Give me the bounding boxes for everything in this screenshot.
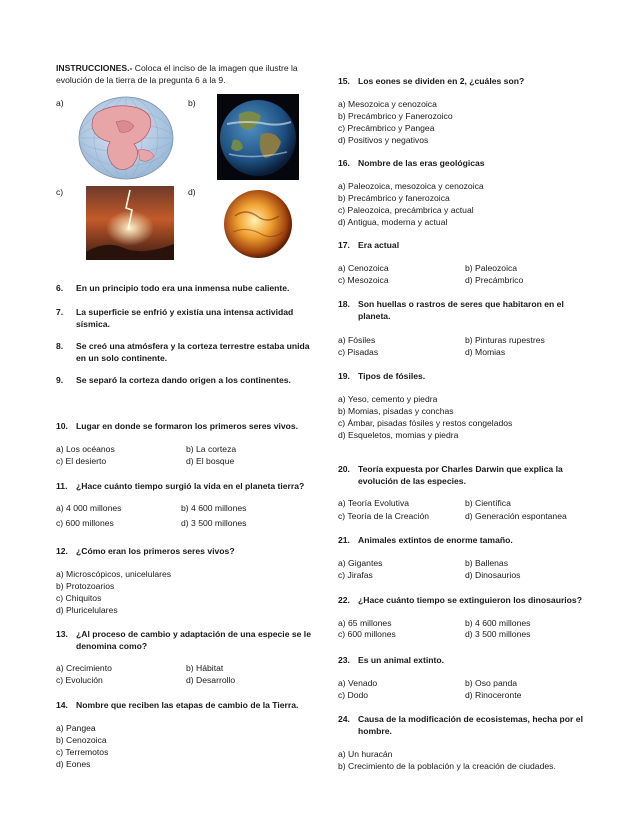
question-14-option-c: c) Terremotos (56, 747, 109, 757)
question-9-number: 9. (56, 375, 64, 385)
question-10-text: Lugar en donde se formaron los primeros seres vivos. (76, 421, 299, 431)
question-17-number: 17. (338, 240, 350, 250)
question-16 (338, 157, 485, 169)
question-10-option-b: b) La corteza (186, 444, 237, 454)
question-17-option-a: a) Cenozoica (338, 263, 389, 273)
question-13-option-a: a) Crecimiento (56, 663, 112, 673)
question-21 (338, 534, 513, 546)
question-13-text-1: ¿Al proceso de cambio y adaptación de una especie se le (76, 629, 311, 639)
question-7-number: 7. (56, 307, 64, 317)
question-12 (56, 545, 235, 557)
question-15-text: Los eones se dividen en 2, ¿cuáles son? (358, 76, 525, 86)
question-20-option-b: b) Científica (465, 498, 511, 508)
question-18-option-c: c) Pisadas (338, 347, 379, 357)
question-14-text: Nombre que reciben las etapas de cambio de la Tierra. (76, 700, 299, 710)
question-24-text-1: Causa de la modificación de ecosistemas, hecha por el (358, 714, 583, 724)
question-17-option-d: d) Precámbrico (465, 275, 524, 285)
question-19-option-c: c) Ámbar, pisadas fósiles y restos congelados (338, 418, 513, 428)
question-7-text-1: La superficie se enfrió y existía una intensa actividad (76, 307, 294, 317)
question-19-number: 19. (338, 371, 350, 381)
question-10-option-d: d) El bosque (186, 456, 235, 466)
question-15-option-c: c) Precámbrico y Pangea (338, 123, 435, 133)
question-11-option-c: c) 600 millones (56, 518, 114, 528)
question-16-option-d: d) Antigua, moderna y actual (338, 217, 448, 227)
question-18-text-1: Son huellas o rastros de seres que habitaron en el (358, 299, 564, 309)
image-label-a: a) (56, 98, 64, 108)
question-21-option-b: b) Ballenas (465, 558, 508, 568)
question-12-number: 12. (56, 546, 68, 556)
question-20-option-c: c) Teoría de la Creación (338, 511, 430, 521)
question-24-number: 24. (338, 714, 350, 724)
question-12-option-d: d) Pluricelulares (56, 605, 118, 615)
question-21-option-c: c) Jirafas (338, 570, 373, 580)
question-19-text: Tipos de fósiles. (358, 371, 426, 381)
question-14 (56, 699, 298, 711)
question-20-text-1: Teoría expuesta por Charles Darwin que explica la (358, 464, 563, 474)
question-15-number: 15. (338, 76, 350, 86)
question-16-option-b: b) Precámbrico y fanerozoica (338, 193, 450, 203)
question-24-option-a: a) Un huracán (338, 749, 393, 759)
question-22-option-a: a) 65 millones (338, 618, 392, 628)
question-24-option-b: b) Crecimiento de la población y la creación de ciudades. (338, 761, 556, 771)
question-24 (338, 713, 583, 725)
question-20-text-2: evolución de las especies. (358, 476, 466, 486)
question-11-option-b: b) 4 600 millones (181, 503, 247, 513)
question-6-text: En un principio todo era una inmensa nube caliente. (76, 283, 290, 293)
question-22-option-d: d) 3 500 millones (465, 629, 531, 639)
question-15 (338, 75, 524, 87)
question-20-number: 20. (338, 464, 350, 474)
question-14-option-d: d) Eones (56, 759, 91, 769)
question-6-number: 6. (56, 283, 64, 293)
question-8-number: 8. (56, 341, 64, 351)
question-18 (338, 298, 564, 310)
question-9 (56, 374, 291, 386)
question-23-option-c: c) Dodo (338, 690, 369, 700)
question-12-option-b: b) Protozoarios (56, 581, 115, 591)
question-17-option-c: c) Mesozoica (338, 275, 389, 285)
question-13-option-c: c) Evolución (56, 675, 103, 685)
question-18-option-b: b) Pinturas rupestres (465, 335, 545, 345)
image-label-c: c) (56, 187, 64, 197)
question-21-number: 21. (338, 535, 350, 545)
image-label-b: b) (188, 98, 196, 108)
question-9-text: Se separó la corteza dando origen a los continentes. (76, 375, 291, 385)
question-18-option-d: d) Momias (465, 347, 506, 357)
question-21-option-d: d) Dinosaurios (465, 570, 521, 580)
question-19-option-d: d) Esqueletos, momias y piedra (338, 430, 459, 440)
question-8 (56, 340, 310, 352)
question-22-number: 22. (338, 595, 350, 605)
question-22 (338, 594, 582, 606)
question-14-number: 14. (56, 700, 68, 710)
question-13-text-2: denomina como? (76, 641, 148, 651)
question-13-number: 13. (56, 629, 68, 639)
question-6 (56, 282, 289, 294)
question-16-text: Nombre de las eras geológicas (358, 158, 485, 168)
question-23-option-d: d) Rinoceronte (465, 690, 522, 700)
question-19-option-a: a) Yeso, cemento y piedra (338, 394, 438, 404)
instructions-text-2: evolución de la tierra de la pregunta 6 a la 9. (56, 75, 226, 85)
question-11-text: ¿Hace cuánto tiempo surgió la vida en el planeta tierra? (76, 481, 305, 491)
question-22-option-c: c) 600 millones (338, 629, 396, 639)
question-15-option-a: a) Mesozoica y cenozoica (338, 99, 437, 109)
question-7 (56, 306, 293, 318)
question-16-option-a: a) Paleozoica, mesozoica y cenozoica (338, 181, 484, 191)
question-23-option-a: a) Venado (338, 678, 378, 688)
question-11-number: 11. (56, 481, 68, 491)
question-15-option-b: b) Precámbrico y Fanerozoico (338, 111, 453, 121)
question-13-option-b: b) Hábitat (186, 663, 224, 673)
question-16-option-c: c) Paleozoica, precámbrica y actual (338, 205, 474, 215)
question-11-option-a: a) 4 000 millones (56, 503, 122, 513)
question-20-option-d: d) Generación espontanea (465, 511, 567, 521)
question-21-text: Animales extintos de enorme tamaño. (358, 535, 513, 545)
question-17-option-b: b) Paleozoica (465, 263, 518, 273)
volcanic-storm-icon (86, 186, 174, 260)
instructions-text-1: Coloca el inciso de la imagen que ilustre la (132, 63, 298, 73)
question-19-option-b: b) Momias, pisadas y conchas (338, 406, 454, 416)
question-7-text-2: sísmica. (76, 319, 110, 329)
instructions-label: INSTRUCCIONES.- (56, 63, 133, 73)
question-10-option-a: a) Los océanos (56, 444, 115, 454)
question-22-text: ¿Hace cuánto tiempo se extinguieron los dinosaurios? (358, 595, 582, 605)
question-22-option-b: b) 4 600 millones (465, 618, 531, 628)
pangea-globe-icon (76, 94, 176, 180)
question-8-text-1: Se creó una atmósfera y la corteza terrestre estaba unida (76, 341, 310, 351)
question-13 (56, 628, 311, 640)
question-24-text-2: hombre. (358, 726, 392, 736)
question-10 (56, 420, 298, 432)
question-14-option-a: a) Pangea (56, 723, 96, 733)
question-17-text: Era actual (358, 240, 400, 250)
question-18-text-2: planeta. (358, 311, 391, 321)
question-23-option-b: b) Oso panda (465, 678, 518, 688)
molten-planet-icon (217, 186, 299, 258)
question-8-text-2: en un solo continente. (76, 353, 168, 363)
question-19 (338, 370, 425, 382)
earth-space-icon (217, 94, 299, 180)
question-18-number: 18. (338, 299, 350, 309)
question-20 (338, 463, 563, 475)
question-21-option-a: a) Gigantes (338, 558, 383, 568)
image-label-d: d) (188, 187, 196, 197)
question-20-option-a: a) Teoría Evolutiva (338, 498, 410, 508)
question-12-text: ¿Cómo eran los primeros seres vivos? (76, 546, 235, 556)
question-11 (56, 480, 304, 492)
question-15-option-d: d) Positivos y negativos (338, 135, 429, 145)
question-11-option-d: d) 3 500 millones (181, 518, 247, 528)
question-23-number: 23. (338, 655, 350, 665)
question-16-number: 16. (338, 158, 350, 168)
question-23 (338, 654, 444, 666)
question-18-option-a: a) Fósiles (338, 335, 376, 345)
question-14-option-b: b) Cenozoica (56, 735, 107, 745)
question-10-number: 10. (56, 421, 68, 431)
question-12-option-a: a) Microscópicos, unicelulares (56, 569, 172, 579)
question-23-text: Es un animal extinto. (358, 655, 444, 665)
question-13-option-d: d) Desarrollo (186, 675, 236, 685)
question-17 (338, 239, 399, 251)
question-10-option-c: c) El desierto (56, 456, 107, 466)
question-12-option-c: c) Chiquitos (56, 593, 102, 603)
